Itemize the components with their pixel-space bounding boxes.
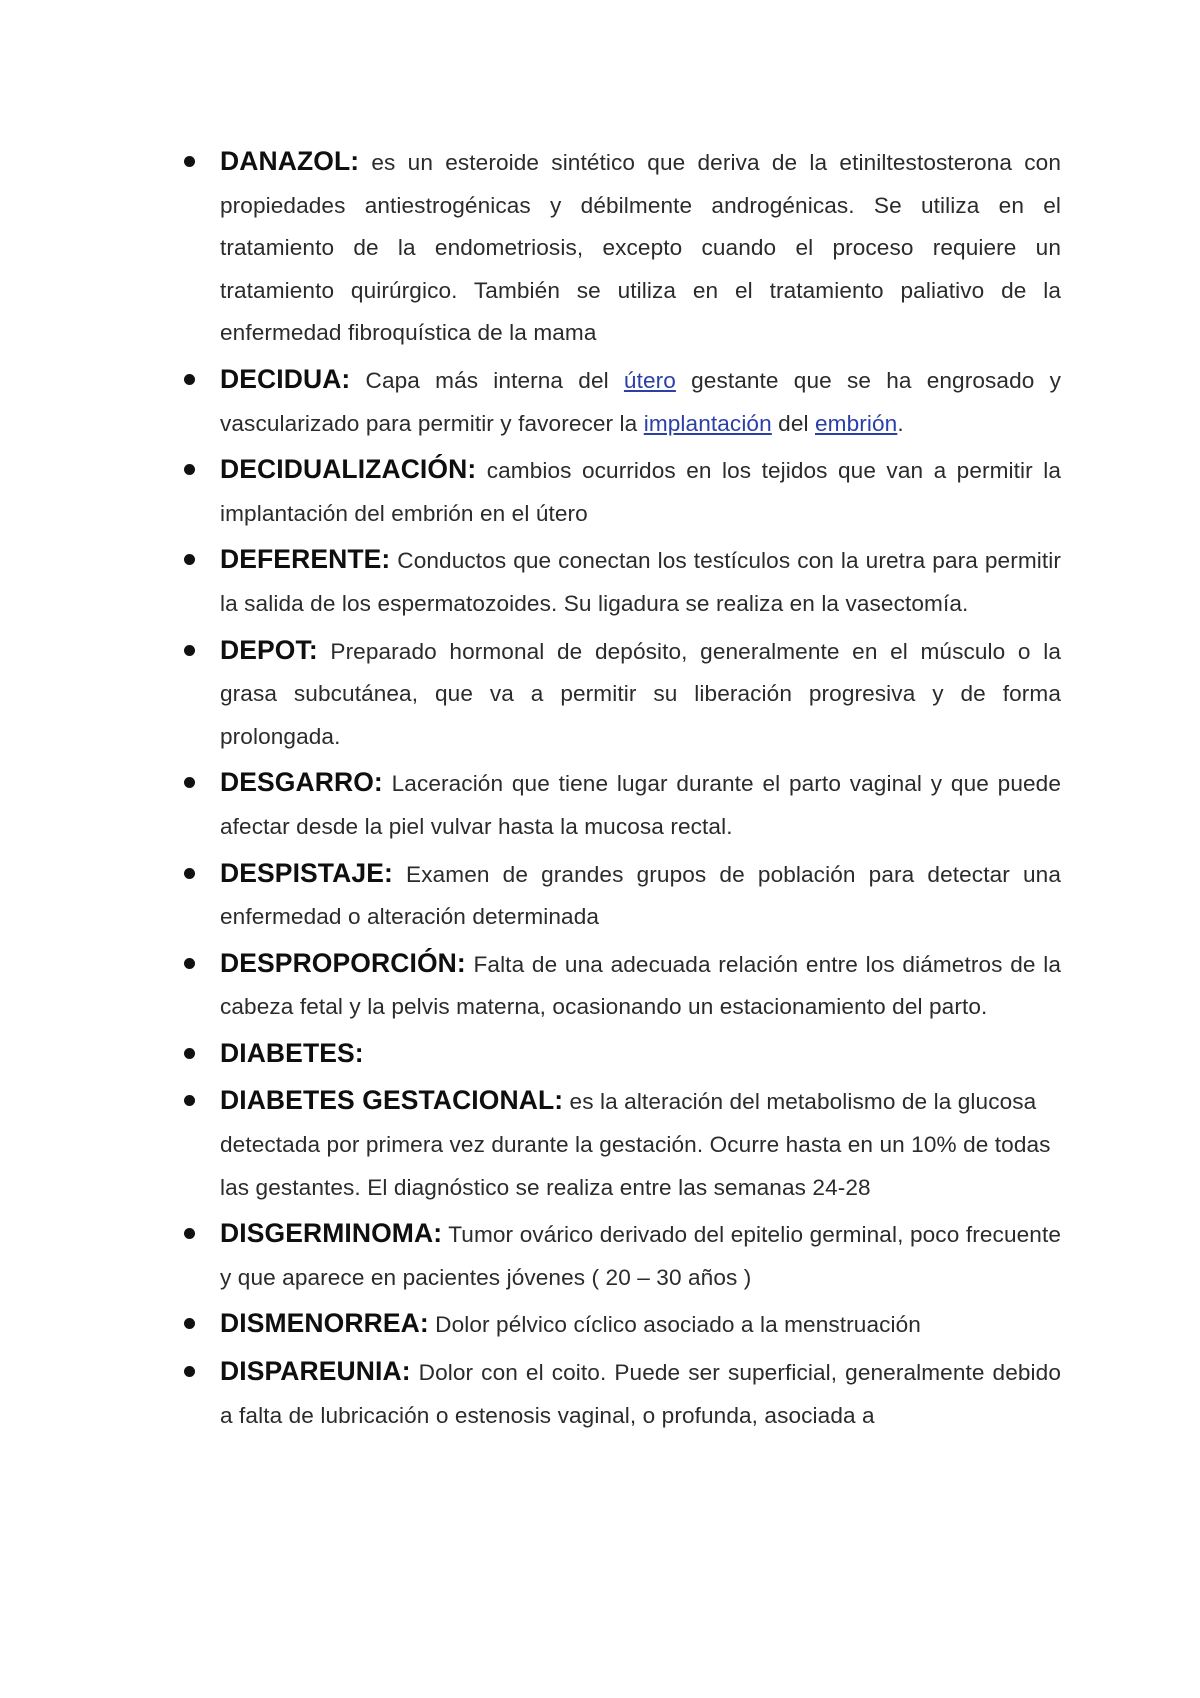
glossary-list — [181, 140, 1061, 1440]
entry-definition-part: del — [771, 410, 815, 436]
entry-term: DISGERMINOMA: — [220, 1218, 443, 1249]
entry-definition: Dolor pélvico cíclico asociado a la menstruación — [428, 1312, 921, 1338]
entry-term: DEFERENTE: — [220, 544, 391, 575]
bullet-icon — [184, 777, 195, 788]
bullet-icon — [184, 1366, 195, 1377]
entry-definition-part: gestante que se ha engrosado y vascularizado para permitir y favorecer la — [220, 367, 1061, 436]
entry-term: DIABETES: — [220, 1037, 364, 1068]
entry-definition: Dolor con el coito. Puede ser superficial, generalmente debido a falta de lubricación o estenosis vaginal, o profunda, asociada a — [220, 1360, 1061, 1428]
entry-definition: es un esteroide sintético que deriva de la etiniltestosterona con propiedades antiestrogénicas y débilmente androgénicas. Se utiliza en el tratamiento de la endometriosis, excepto cuando el proceso requiere un tratamiento quirúrgico. También se utiliza en el tratamiento paliativo de la enfermedad fibroquística de la mama — [220, 150, 1061, 346]
bullet-icon — [184, 868, 195, 879]
entry-definition: Falta de una adecuada relación entre los diámetros de la cabeza fetal y la pelvis materna, ocasionando un estacionamiento del parto. — [220, 951, 1061, 1020]
entry-definition: Laceración que tiene lugar durante el parto vaginal y que puede afectar desde la piel vulvar hasta la mucosa rectal. — [220, 771, 1061, 839]
entry-definition: es la alteración del metabolismo de la glucosa detectada por primera vez durante la gestación. Ocurre hasta en un 10% de todas las gestantes. El diagnóstico se realiza entre las semanas 24-28 — [220, 1089, 1051, 1200]
bullet-icon — [184, 1228, 195, 1239]
bullet-icon — [184, 464, 195, 475]
entry-term: DISPAREUNIA: — [220, 1356, 411, 1387]
entry-term: DISMENORREA: — [220, 1308, 429, 1339]
glossary-entry-disgerminoma — [181, 1212, 1061, 1299]
entry-term: DANAZOL: — [220, 146, 360, 176]
entry-definition-part: . — [897, 410, 904, 436]
link-utero[interactable]: útero — [623, 367, 676, 393]
glossary-entry-dismenorrea — [181, 1302, 1061, 1347]
glossary-entry-depot — [181, 629, 1061, 759]
glossary-entry-desproporcion — [181, 942, 1061, 1029]
link-implantacion[interactable]: implantación — [643, 410, 772, 436]
glossary-entry-deferente — [181, 538, 1061, 625]
entry-definition: Tumor ovárico derivado del epitelio germinal, poco frecuente y que aparece en pacientes jóvenes ( 20 – 30 años ) — [220, 1222, 1061, 1290]
bullet-icon — [184, 374, 195, 385]
glossary-entry-danazol — [181, 140, 1061, 355]
glossary-entry-decidua — [181, 358, 1061, 445]
entry-term: DECIDUA: — [220, 363, 351, 394]
glossary-entry-despistaje — [181, 852, 1061, 939]
entry-term: DESPISTAJE: — [220, 857, 393, 888]
link-embrion[interactable]: embrión — [815, 410, 898, 436]
bullet-icon — [184, 1318, 195, 1329]
entry-definition: Examen de grandes grupos de población para detectar una enfermedad o alteración determinada — [220, 861, 1061, 930]
bullet-icon — [184, 554, 195, 565]
entry-definition: Conductos que conectan los testículos con la uretra para permitir la salida de los espermatozoides. Su ligadura se realiza en la vasectomía. — [220, 548, 1061, 616]
entry-term: DESGARRO: — [220, 767, 383, 798]
entry-term: DESPROPORCIÓN: — [220, 947, 466, 978]
entry-definition: cambios ocurridos en los tejidos que van a permitir la implantación del embrión en el útero — [220, 458, 1061, 526]
entry-definition-part: Capa más interna del — [350, 367, 624, 393]
bullet-icon — [184, 958, 195, 969]
entry-term: DECIDUALIZACIÓN: — [220, 454, 477, 485]
glossary-entry-diabetes — [181, 1032, 1061, 1077]
entry-term: DEPOT: — [220, 634, 318, 665]
glossary-entry-desgarro — [181, 761, 1061, 848]
bullet-icon — [184, 645, 195, 656]
glossary-entry-decidualizacion — [181, 448, 1061, 535]
entry-term: DIABETES GESTACIONAL: — [220, 1085, 564, 1116]
bullet-icon — [184, 1095, 195, 1106]
glossary-entry-dispareunia — [181, 1350, 1061, 1437]
bullet-icon — [184, 156, 195, 167]
glossary-entry-diabetes-gestacional — [181, 1079, 1061, 1209]
entry-definition: Preparado hormonal de depósito, generalmente en el músculo o la grasa subcutánea, que va a permitir su liberación progresiva y de forma prolongada. — [220, 638, 1061, 749]
bullet-icon — [184, 1048, 195, 1059]
